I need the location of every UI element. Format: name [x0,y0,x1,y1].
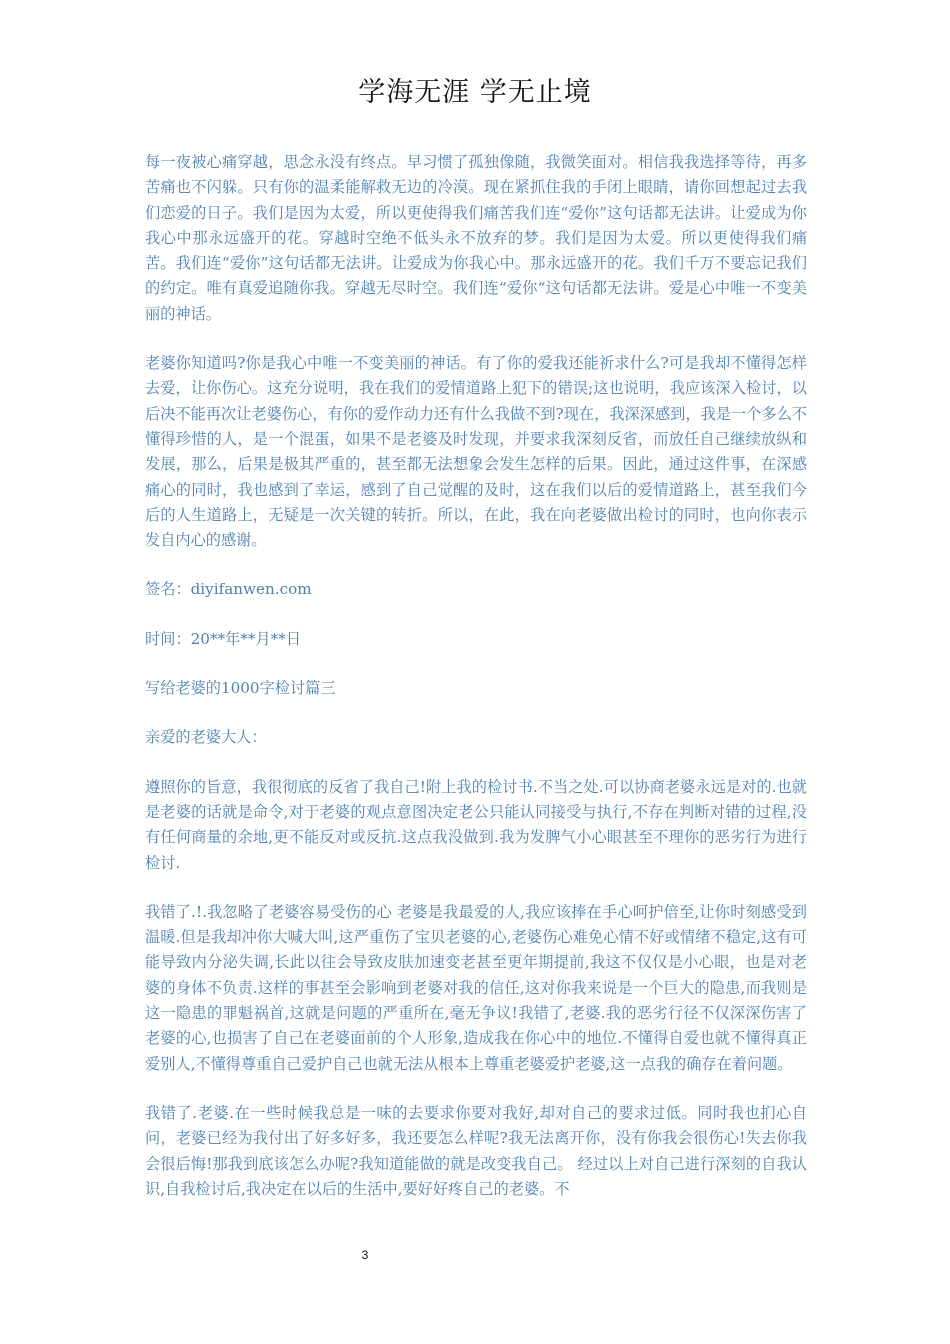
paragraph-3: 遵照你的旨意，我很彻底的反省了我自己!附上我的检讨书.不当之处.可以协商老婆永远是对的.也就是老婆的话就是命令,对于老婆的观点意图决定老公只能认同接受与执行,不存在判断对错的过程,没有任何商量的余地,更不能反对或反抗.这点我没做到.我为发脾气小心眼甚至不理你的恶劣行为进行检讨. [145,777,807,872]
section-heading: 写给老婆的1000字检讨篇三 [145,679,336,698]
signature-line: 签名：diyifanwen.com [145,580,312,599]
paragraph-2: 老婆你知道吗?你是我心中唯一不变美丽的神话。有了你的爱我还能祈求什么?可是我却不懂得怎样去爱，让你伤心。这充分说明，我在我们的爱情道路上犯下的错误;这也说明，我应该深入检讨，以后决不能再次让老婆伤心，有你的爱作动力还有什么我做不到?现在，我深深感到，我是一个多么不懂得珍惜的人，是一个混蛋，如果不是老婆及时发现，并要求我深刻反省，而放任自己继续放纵和发展，那么，后果是极其严重的，甚至都无法想象会发生怎样的后果。因此，通过这件事，在深感痛心的同时，我也感到了幸运，感到了自己觉醒的及时，这在我们以后的爱情道路上，甚至我们今后的人生道路上，无疑是一次关键的转折。所以，在此，我在向老婆做出检讨的同时，也向你表示发自内心的感谢。 [145,354,807,550]
paragraph-1: 每一夜被心痛穿越，思念永没有终点。早习惯了孤独像随，我微笑面对。相信我我选择等待，再多苦痛也不闪躲。只有你的温柔能解救无边的冷漠。现在紧抓住我的手闭上眼睛，请你回想起过去我们恋爱的日子。我们是因为太爱，所以更使得我们痛苦我们连“爱你”这句话都无法讲。让爱成为你我心中那永远盛开的花。穿越时空绝不低头永不放弃的梦。我们是因为太爱。所以更使得我们痛苦。我们连“爱你”这句话都无法讲。让爱成为你我心中。那永远盛开的花。我们千万不要忘记我们的约定。唯有真爱追随你我。穿越无尽时空。我们连“爱你“这句话都无法讲。爱是心中唯一不变美丽的神话。 [145,153,807,323]
date-line: 时间：20**年**月**日 [145,629,302,648]
salutation: 亲爱的老婆大人： [145,728,267,747]
paragraph-5: 我错了.老婆.在一些时候我总是一味的去要求你要对我好,却对自己的要求过低。同时我也扪心自问，老婆已经为我付出了好多好多，我还要怎么样呢?我无法离开你，没有你我会很伤心!失去你我会很后悔!那我到底该怎么办呢?我知道能做的就是改变我自己。 经过以上对自己进行深刻的自我认识,自我检讨后,我决定在以后的生活中,要好好疼自己的老婆。不 [145,1103,807,1198]
page-number: 3 [361,1248,369,1262]
page-header-title: 学海无涯 学无止境 [358,77,592,108]
paragraph-4: 我错了.!.我忽略了老婆容易受伤的心 老婆是我最爱的人,我应该捧在手心呵护倍至,让你时刻感受到温暖.但是我却冲你大喊大叫,这严重伤了宝贝老婆的心,老婆伤心难免心情不好或情绪不稳定,这有可能导致内分泌失调,长此以往会导致皮肤加速变老甚至更年期提前,我这不仅仅是小心眼，也是对老婆的身体不负责.这样的事甚至会影响到老婆对我的信任,这对你我来说是一个巨大的隐患,而我则是这一隐患的罪魁祸首,这就是问题的严重所在,毫无争议!我错了,老婆.我的恶劣行径不仅深深伤害了老婆的心,也损害了自己在老婆面前的个人形象,造成我在你心中的地位.不懂得自爱也就不懂得真正爱别人,不懂得尊重自己爱护自己也就无法从根本上尊重老婆爱护老婆,这一点我的确存在着问题。 [145,902,807,1073]
document-body [145,150,807,1226]
